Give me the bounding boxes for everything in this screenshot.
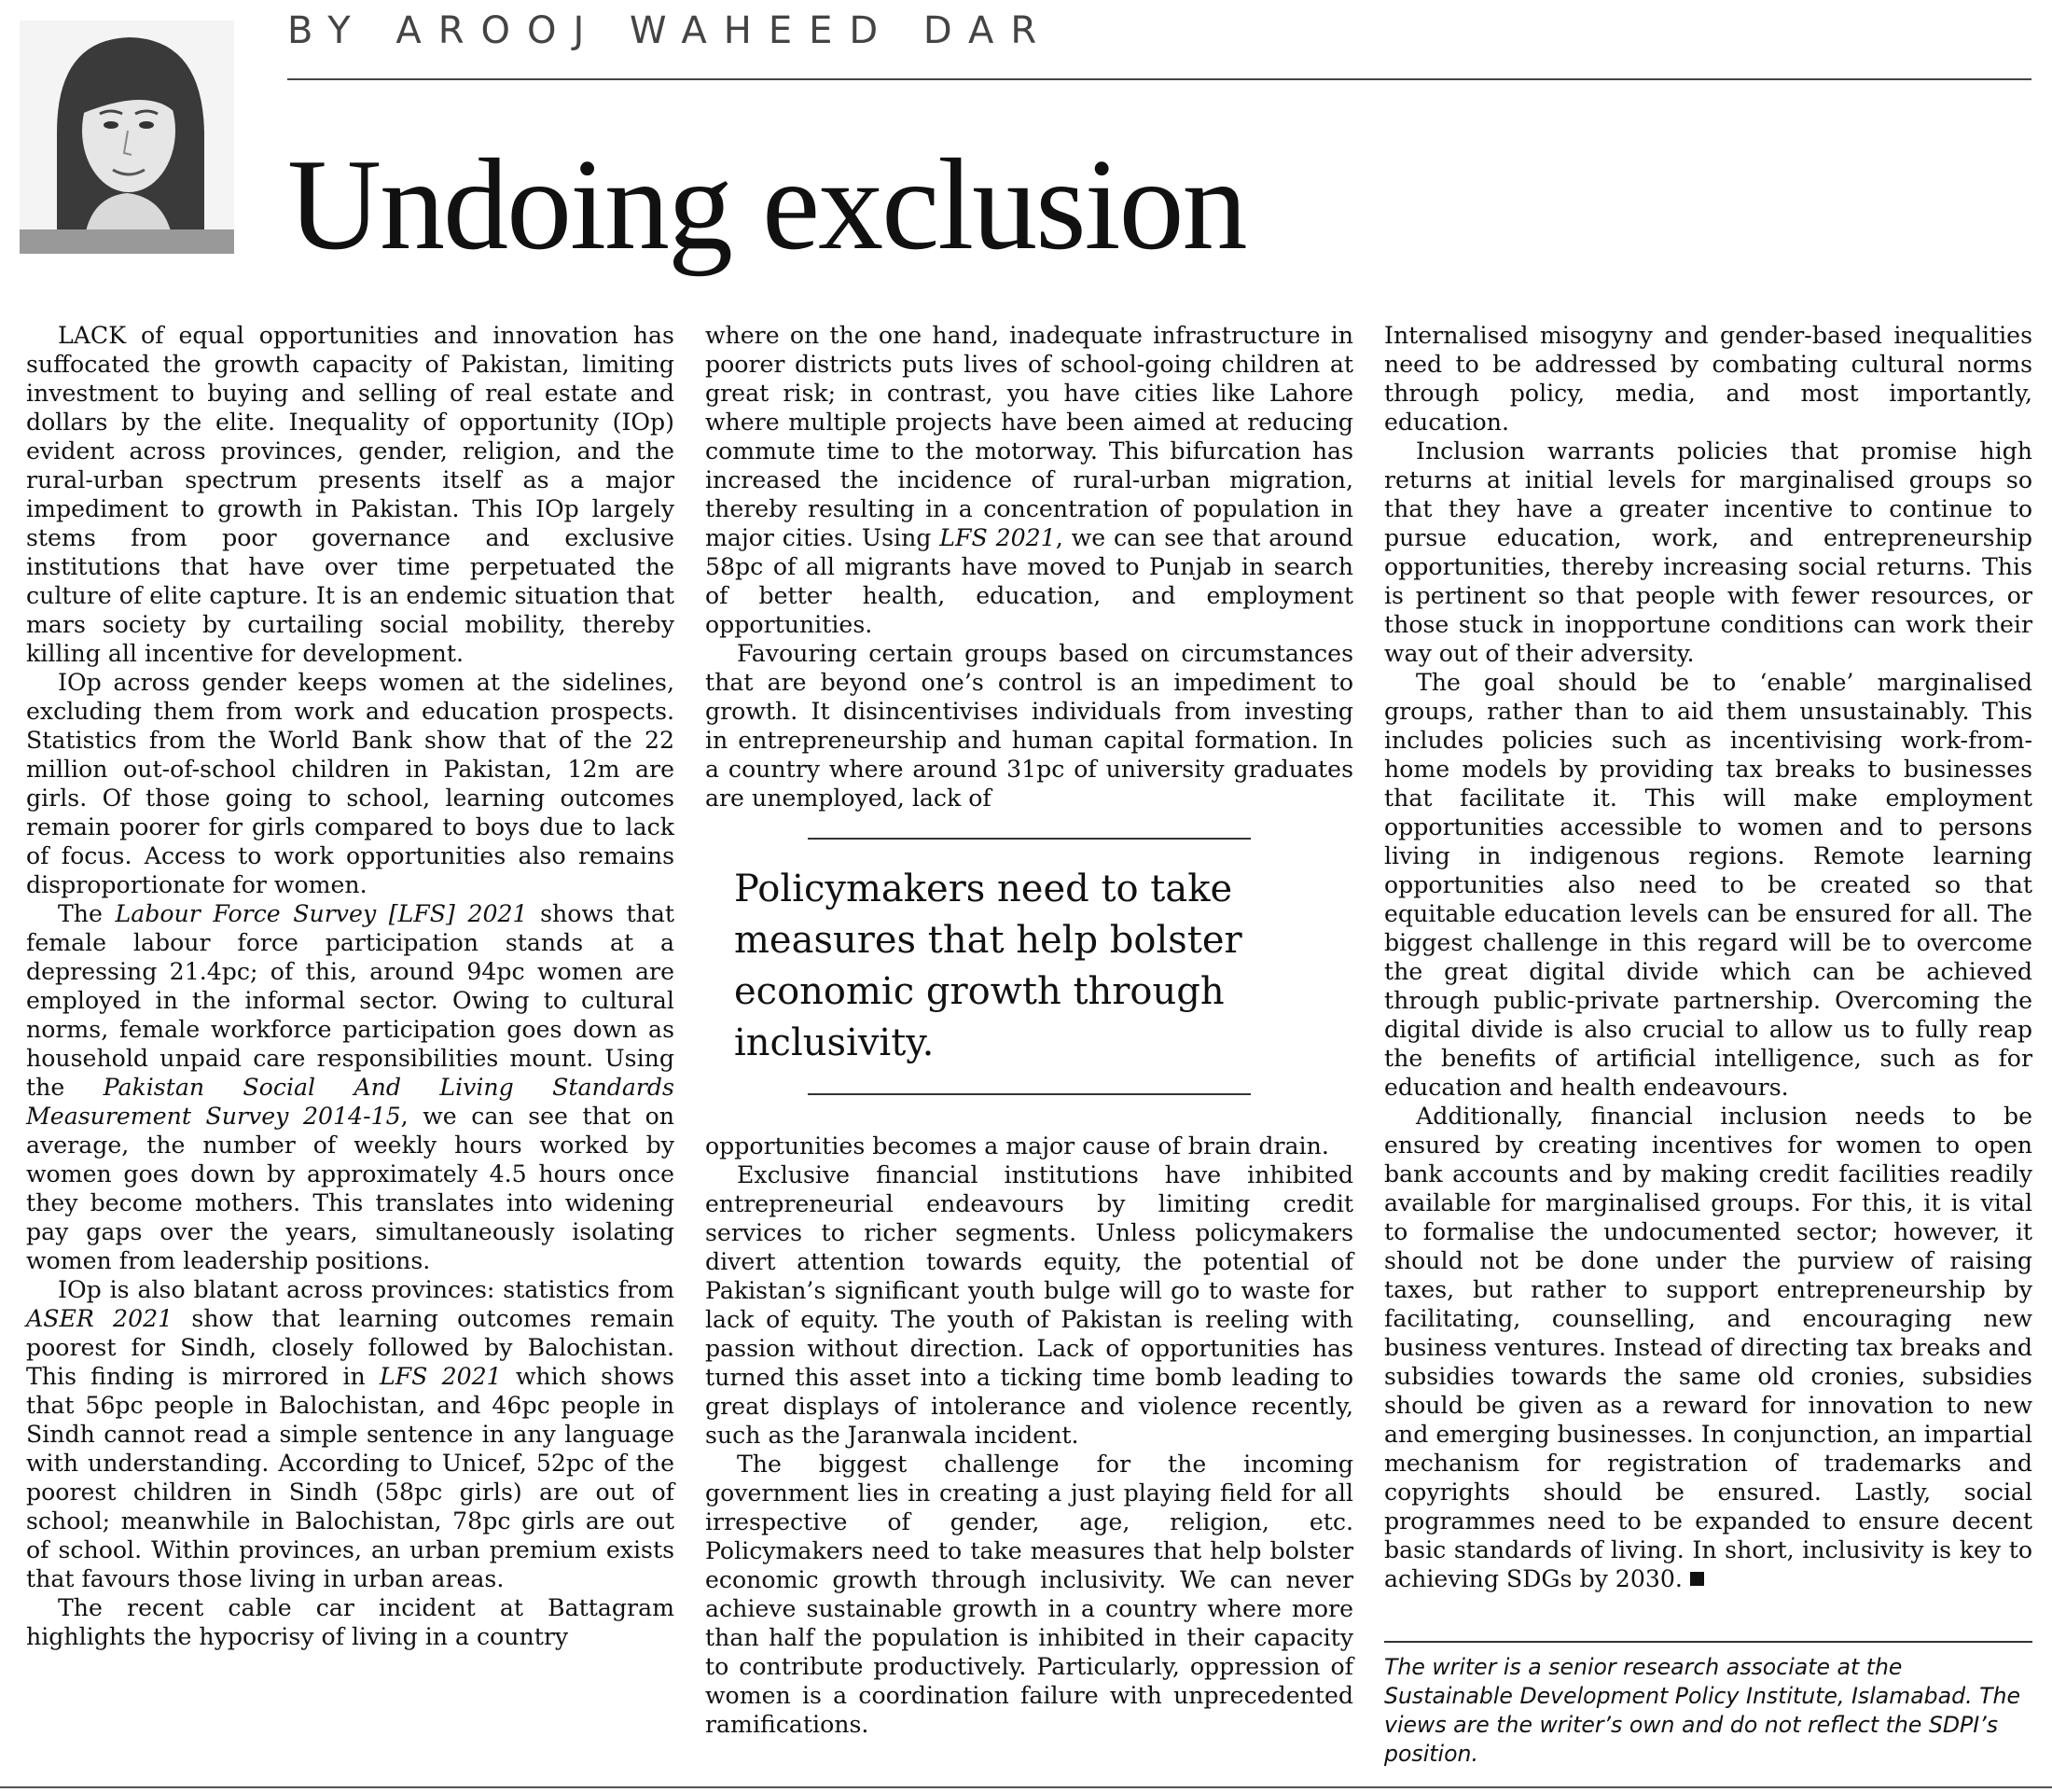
paragraph: The recent cable car incident at Battagram highlights the hypocrisy of living in a country — [26, 1594, 674, 1650]
paragraph: Exclusive financial institutions have inhibited entrepreneurial endeavours by limiting credit services to richer segments. Unless policymakers divert attention towards equity, the potential of Pakistan’s significant youth bulge will go to waste for lack of equity. The youth of Pakistan is reeling with passion without direction. Lack of opportunities has turned this asset into a ticking time bomb leading to great displays of intolerance and violence recently, such as the Jaranwala incident. — [705, 1161, 1353, 1449]
paragraph: IOp across gender keeps women at the sidelines, excluding them from work and education prospects. Statistics from the World Bank show that of the 22 million out-of-school children in Pakistan, 12m are girls. Of those going to school, learning outcomes remain poorer for girls compared to boys due to lack of focus. Access to work opportunities also remains disproportionate for women. — [26, 669, 674, 898]
column-1 — [26, 321, 674, 1651]
paragraph: where on the one hand, inadequate infrastructure in poorer districts puts lives of school-going children at great risk; in contrast, you have cities like Lahore where multiple projects have been aimed at reducing commute time to the motorway. This bifurcation has increased the incidence of rural-urban migration, thereby resulting in a concentration of population in major cities. Using LFS 2021, we can see that around 58pc of all migrants have moved to Punjab in search of better health, education, and employment opportunities. — [705, 322, 1353, 638]
end-mark — [1690, 1572, 1704, 1586]
pullquote-rule-bottom — [808, 1093, 1251, 1095]
paragraph: opportunities becomes a major cause of brain drain. — [705, 1132, 1329, 1160]
author-portrait — [20, 21, 234, 254]
byline: BY AROOJ WAHEED DAR — [287, 9, 1054, 52]
column-2-top — [705, 321, 1353, 813]
pullquote-rule-top — [808, 838, 1251, 840]
column-2-bottom — [705, 1132, 1353, 1739]
paragraph: Favouring certain groups based on circumstances that are beyond one’s control is an impediment to growth. It disincentivises individuals from investing in entrepreneurship and human capital formation. In a country where around 31pc of university graduates are unemployed, lack of — [705, 640, 1353, 812]
paragraph-final: Additionally, financial inclusion needs to be ensured by creating incentives for women to open bank accounts and by making credit facilities readily available for marginalised groups. For this, it is vital to formalise the undocumented sector; however, it should not be done under the purview of raising taxes, but rather to support entrepreneurship by facilitating, counselling, and encouraging new business ventures. Instead of directing tax breaks and subsidies towards the same old cronies, subsidies should be given as a reward for innovation to new and emerging businesses. In conjunction, an impartial mechanism for registration of trademarks and copyrights should be ensured. Lastly, social programmes need to be expanded to ensure decent basic standards of living. In short, inclusivity is key to achieving SDGs by 2030. — [1384, 1103, 2033, 1592]
paragraph: The biggest challenge for the incoming government lies in creating a just playing field for all irrespective of gender, age, religion, etc. Policymakers need to take measures that help bolster economic growth through inclusivity. We can never achieve sustainable growth in a country where more than half the population is inhibited in their capacity to contribute productively. Particularly, oppression of women is a coordination failure with unprecedented ramifications. — [705, 1451, 1353, 1738]
headline: Undoing exclusion — [287, 132, 1246, 277]
pullquote: Policymakers need to take measures that help bolster economic growth through inclusivity. — [734, 868, 1242, 1064]
paragraph: Inclusion warrants policies that promise high returns at initial levels for marginalised groups so that they have a greater incentive to continue to pursue education, work, and entrepreneurship opportunities, thereby increasing social returns. This is pertinent so that people with fewer resources, or those stuck in inopportune conditions can work their way out of their adversity. — [1384, 438, 2032, 667]
portrait-bar — [20, 229, 234, 254]
column-3 — [1384, 321, 2032, 1593]
bottom-rule — [0, 1786, 2052, 1788]
top-rule — [287, 78, 2031, 80]
paragraph-aser: IOp is also blatant across provinces: statistics from ASER 2021 show that learning outcomes remain poorest for Sindh, closely followed by Balochistan. This finding is mirrored in LFS 2021 which shows that 56pc people in Balochistan, and 46pc people in Sindh cannot read a simple sentence in any language with understanding. According to Unicef, 52pc of the poorest children in Sindh (58pc girls) are out of school; meanwhile in Balochistan, 78pc girls are out of school. Within provinces, an urban premium exists that favours those living in urban areas. — [26, 1276, 674, 1592]
paragraph-lfs: The Labour Force Survey [LFS] 2021 shows that female labour force participation stands at a depressing 21.4pc; of this, around 94pc women are employed in the informal sector. Owing to cultural norms, female workforce participation goes down as household unpaid care responsibilities mount. Using the Pakistan Social And Living Standards Measurement Survey 2014-15, we can see that on average, the number of weekly hours worked by women goes down by approximately 4.5 hours once they become mothers. This translates into widening pay gaps over the years, simultaneously isolating women from leadership positions. — [26, 900, 674, 1274]
paragraph: Internalised misogyny and gender-based inequalities need to be addressed by combating cultural norms through policy, media, and most importantly, education. — [1384, 322, 2032, 436]
paragraph: The goal should be to ‘enable’ marginalised groups, rather than to aid them unsustainably. This includes policies such as incentivising work-from-home models by providing tax breaks to businesses that facilitate it. This will make employment opportunities accessible to women and to persons living in indigenous regions. Remote learning opportunities also need to be created so that equitable education levels can be ensured for all. The biggest challenge in this regard will be to overcome the great digital divide which can be achieved through public-private partnership. Overcoming the digital divide is also crucial to allow us to fully reap the benefits of artificial intelligence, such as for education and health endeavours. — [1384, 669, 2032, 1101]
paragraph: LACK of equal opportunities and innovation has suffocated the growth capacity of Pakistan, limiting investment to buying and selling of real estate and dollars by the elite. Inequality of opportunity (IOp) evident across provinces, gender, religion, and the rural-urban spectrum presents itself as a major impediment to growth in Pakistan. This IOp largely stems from poor governance and exclusive institutions that have over time perpetuated the culture of elite capture. It is an endemic situation that mars society by curtailing social mobility, thereby killing all incentive for development. — [26, 322, 674, 667]
author-note-rule — [1384, 1641, 2032, 1643]
author-portrait-illustration — [20, 21, 234, 254]
author-note: The writer is a senior research associate at the Sustainable Development Policy Institute, Islamabad. The views are the writer’s own and do not reflect the SDPI’s position. — [1384, 1654, 2020, 1767]
